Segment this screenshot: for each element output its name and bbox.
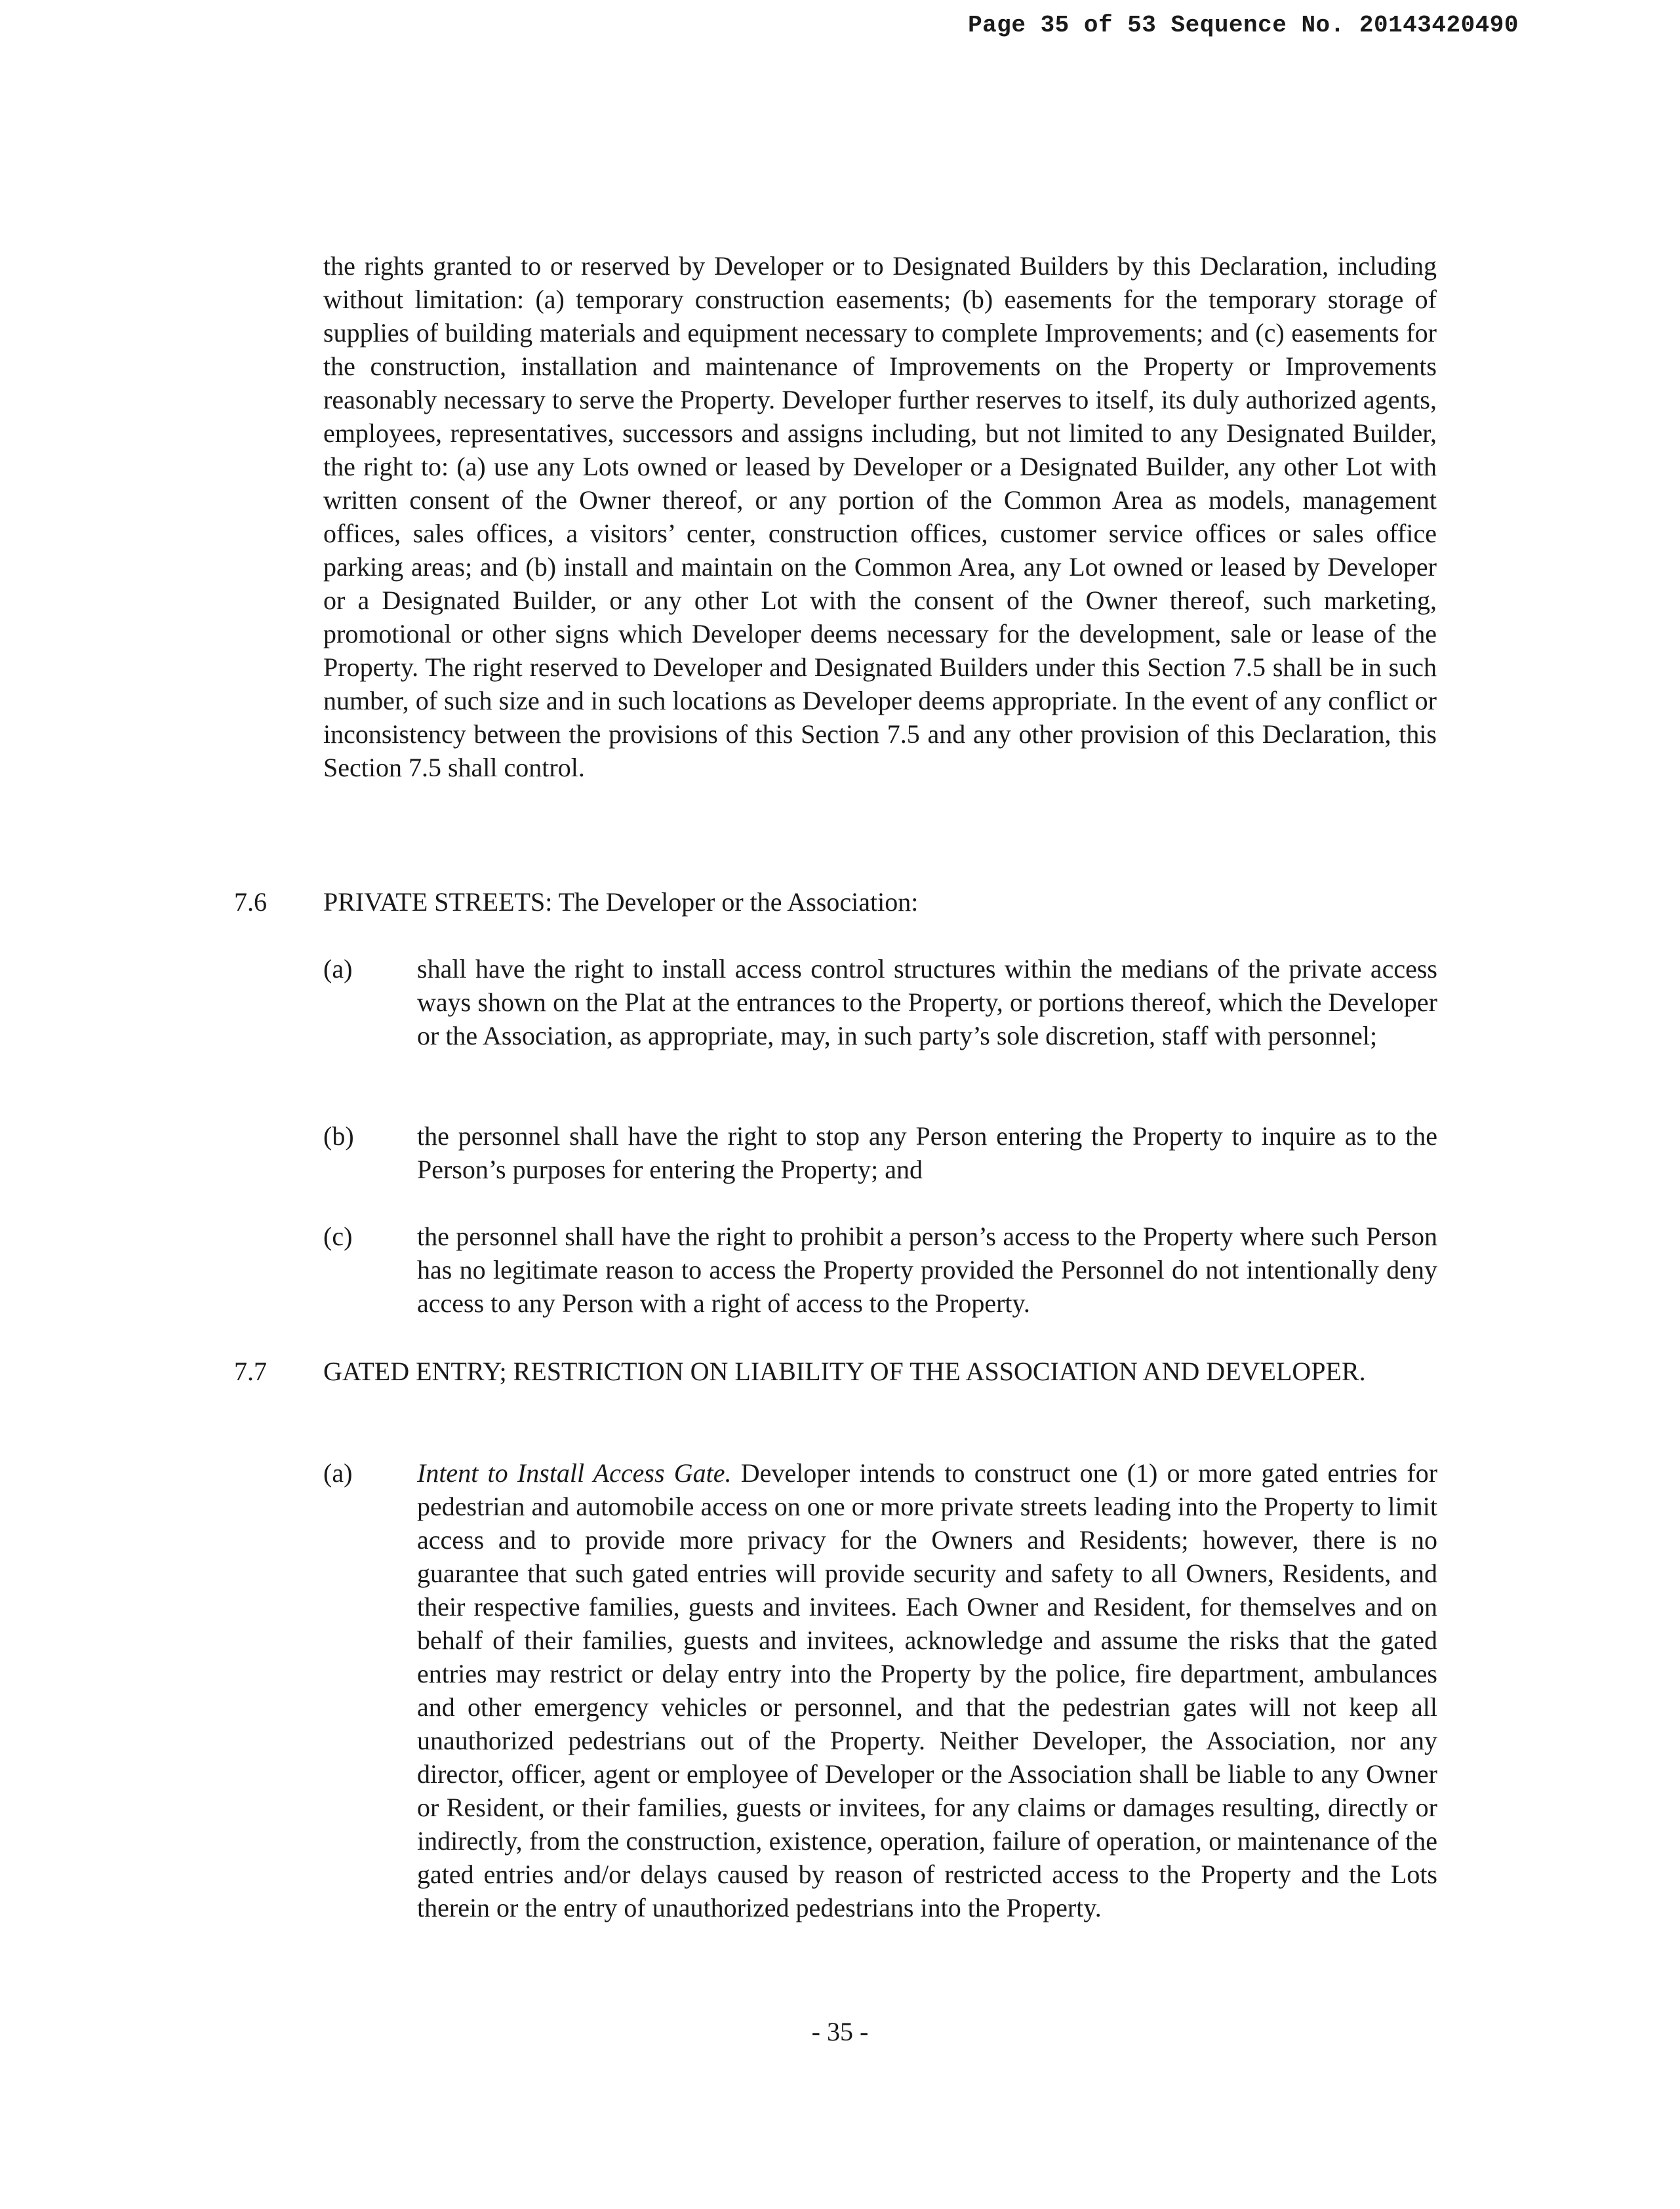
item-text: the personnel shall have the right to prohibit a person’s access to the Property where such Person has no legitimate reason to access the Property provided the Personnel do not intentionally deny access to any Person with a right of access to the Property. <box>417 1222 1437 1318</box>
item-label: (a) <box>323 1458 353 1488</box>
section-number: 7.7 <box>234 1357 267 1386</box>
item-body: Developer intends to construct one (1) or more gated entries for pedestrian and automobile access on one or more private streets leading into the Property to limit access and to provide more privacy for the Owners and Residents; however, there is no guarantee that such gated entries will provide security and safety to all Owners, Residents, and their respective families, guests and invitees. Each Owner and Resident, for themselves and on behalf of their families, guests and invitees, acknowledge and assume the risks that the gated entries may restrict or delay entry into the Property by the police, fire department, ambulances and other emergency vehicles or personnel, and that the pedestrian gates will not keep all unauthorized pedestrians out of the Property. Neither Developer, the Association, nor any director, officer, agent or employee of Developer or the Association shall be liable to any Owner or Resident, or their families, guests or invitees, for any claims or damages resulting, directly or indirectly, from the construction, existence, operation, failure of operation, or maintenance of the gated entries and/or delays caused by reason of restricted access to the Property and the Lots therein or the entry of unauthorized pedestrians into the Property. <box>417 1458 1438 1922</box>
item-text: shall have the right to install access control structures within the medians of the private access ways shown on the Plat at the entrances to the Property, or portions thereof, which the Developer or the Association, as appropriate, may, in such party’s sole discretion, staff with personnel; <box>417 954 1437 1050</box>
section-title: GATED ENTRY; RESTRICTION ON LIABILITY OF THE ASSOCIATION AND DEVELOPER. <box>323 1357 1366 1386</box>
item-label: (b) <box>323 1121 354 1151</box>
item-heading: Intent to Install Access Gate. <box>417 1458 732 1488</box>
section-7-5-continuation-paragraph: the rights granted to or reserved by Developer or to Designated Builders by this Declaration, including without limitation: (a) temporary construction easements; (b) easements for the temporary storage of supplies of building materials and equipment necessary to complete Improvements; and (c) easements for the construction, installation and maintenance of Improvements on the Property or Improvements reasonably necessary to serve the Property. Developer further reserves to itself, its duly authorized agents, employees, representatives, successors and assigns including, but not limited to any Designated Builder, the right to: (a) use any Lots owned or leased by Developer or a Designated Builder, any other Lot with written consent of the Owner thereof, or any portion of the Common Area as models, management offices, sales offices, a visitors’ center, construction offices, customer service offices or sales office parking areas; and (b) install and maintain on the Common Area, any Lot owned or leased by Developer or a Designated Builder, or any other Lot with the consent of the Owner thereof, such marketing, promotional or other signs which Developer deems necessary for the development, sale or lease of the Property. The right reserved to Developer and Designated Builders under this Section 7.5 shall be in such number, of such size and in such locations as Developer deems appropriate. In the event of any conflict or inconsistency between the provisions of this Section 7.5 and any other provision of this Declaration, this Section 7.5 shall control. <box>323 251 1437 782</box>
item-label: (a) <box>323 954 353 984</box>
item-text: the personnel shall have the right to stop any Person entering the Property to inquire as to the Person’s purposes for entering the Property; and <box>417 1121 1437 1184</box>
item-text <box>417 1456 1437 1924</box>
page-number: - 35 - <box>811 2017 869 2046</box>
section-title: PRIVATE STREETS: The Developer or the Association: <box>323 887 919 917</box>
item-label: (c) <box>323 1222 353 1251</box>
section-number: 7.6 <box>234 887 267 917</box>
recording-header: Page 35 of 53 Sequence No. 20143420490 <box>968 12 1519 39</box>
